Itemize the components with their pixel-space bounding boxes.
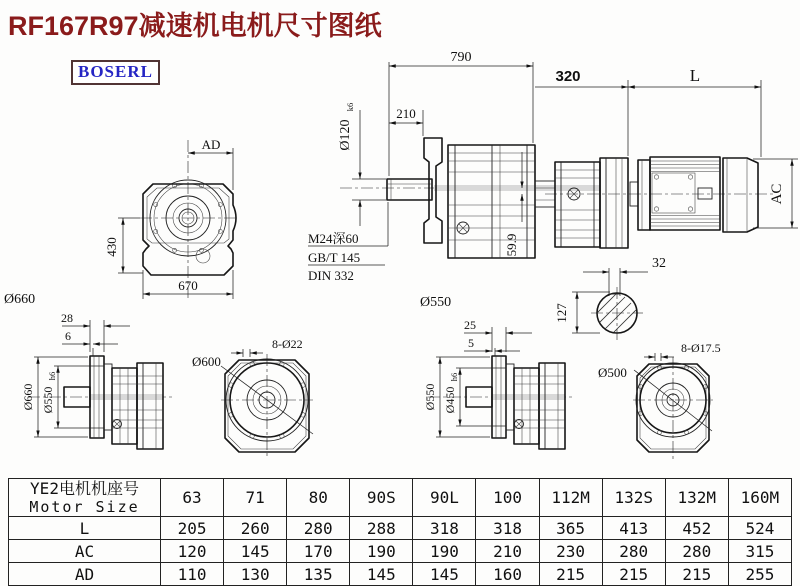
header-en: Motor Size (29, 497, 140, 516)
cell: 190 (413, 540, 476, 563)
dim-ac: AC (769, 183, 785, 205)
cell: 205 (161, 517, 224, 540)
size-table (8, 478, 792, 586)
col-header: 90S (350, 479, 413, 517)
flange-view-600 (192, 337, 313, 458)
dim-spigot-550: Ø550 (41, 386, 55, 414)
dim-spigot-550-tol: h6 (47, 371, 57, 381)
col-header: 63 (161, 479, 224, 517)
table-row (9, 563, 792, 586)
col-header: 160M (728, 479, 791, 517)
cell: 215 (539, 563, 602, 586)
col-header: 132S (602, 479, 665, 517)
cell: 215 (602, 563, 665, 586)
cell: 135 (287, 563, 350, 586)
dim-790: 790 (450, 50, 472, 65)
dim-ad: AD (201, 137, 221, 152)
flange-view-550 (423, 318, 572, 449)
dim-spigot-450: Ø450 (443, 386, 457, 414)
dim-shaft-dia: Ø120 (338, 119, 353, 151)
label-flange-550: Ø550 (420, 295, 452, 310)
col-header: 90L (413, 479, 476, 517)
label-flange-660: Ø660 (4, 292, 36, 307)
cell: 170 (287, 540, 350, 563)
dim-25: 25 (464, 318, 476, 332)
dim-430: 430 (104, 237, 119, 257)
table-row (9, 517, 792, 540)
label-bc-500: Ø500 (598, 365, 627, 380)
row-label: AC (9, 540, 161, 563)
dim-outer-550: Ø550 (423, 383, 437, 411)
label-holes-17: 8-Ø17.5 (681, 341, 721, 355)
dim-spigot-450-tol: h6 (449, 372, 459, 382)
cell: 120 (161, 540, 224, 563)
row-label: AD (9, 563, 161, 586)
cell: 365 (539, 517, 602, 540)
dim-6: 6 (65, 329, 71, 343)
dim-670: 670 (178, 278, 198, 293)
cell: 280 (287, 517, 350, 540)
cell: 145 (413, 563, 476, 586)
cell: 255 (728, 563, 791, 586)
cell: 280 (665, 540, 728, 563)
cell: 288 (350, 517, 413, 540)
cell: 145 (224, 540, 287, 563)
cell: 230 (539, 540, 602, 563)
cell: 280 (602, 540, 665, 563)
cell: 160 (476, 563, 539, 586)
dim-key-width: 32 (652, 256, 666, 271)
page-title: RF167R97减速机电机尺寸图纸 (8, 11, 382, 41)
callout-std2: DIN 332 (308, 268, 354, 283)
dim-5: 5 (468, 336, 474, 350)
cell: 413 (602, 517, 665, 540)
flange-view-660 (21, 311, 172, 449)
flange-view-500 (598, 341, 721, 459)
dim-210: 210 (396, 106, 416, 121)
col-header: 80 (287, 479, 350, 517)
header-cn: YE2电机机座号 (30, 478, 139, 498)
cell: 524 (728, 517, 791, 540)
cell: 318 (413, 517, 476, 540)
motor-size-header (9, 479, 161, 517)
cell: 315 (728, 540, 791, 563)
cell: 110 (161, 563, 224, 586)
label-bc-600: Ø600 (192, 354, 221, 369)
cell: 130 (224, 563, 287, 586)
callout-std1: GB/T 145 (308, 250, 361, 265)
cell: 210 (476, 540, 539, 563)
dim-shaft-tol: k6 (345, 102, 355, 112)
cell: 215 (665, 563, 728, 586)
dim-axis-offset: 59.9 (504, 233, 519, 257)
col-header: 100 (476, 479, 539, 517)
dim-127: 127 (554, 303, 569, 323)
dim-outer-660: Ø660 (21, 383, 35, 411)
table-header-row (9, 479, 792, 517)
col-header: 71 (224, 479, 287, 517)
shaft-section-drawing (554, 256, 666, 365)
cell: 145 (350, 563, 413, 586)
row-label: L (9, 517, 161, 540)
col-header: 132M (665, 479, 728, 517)
cell: 452 (665, 517, 728, 540)
col-header: 112M (539, 479, 602, 517)
brand-logo: BOSERL (71, 60, 160, 85)
label-holes-22: 8-Ø22 (272, 337, 303, 351)
cell: 190 (350, 540, 413, 563)
side-view-drawing (308, 50, 798, 310)
cell: 260 (224, 517, 287, 540)
cell: 318 (476, 517, 539, 540)
dim-28: 28 (61, 311, 73, 325)
table-row (9, 540, 792, 563)
front-view-drawing (4, 137, 236, 307)
callout-tap: M24深60 (308, 231, 359, 246)
dim-320: 320 (555, 68, 581, 85)
dim-L: L (689, 66, 701, 85)
